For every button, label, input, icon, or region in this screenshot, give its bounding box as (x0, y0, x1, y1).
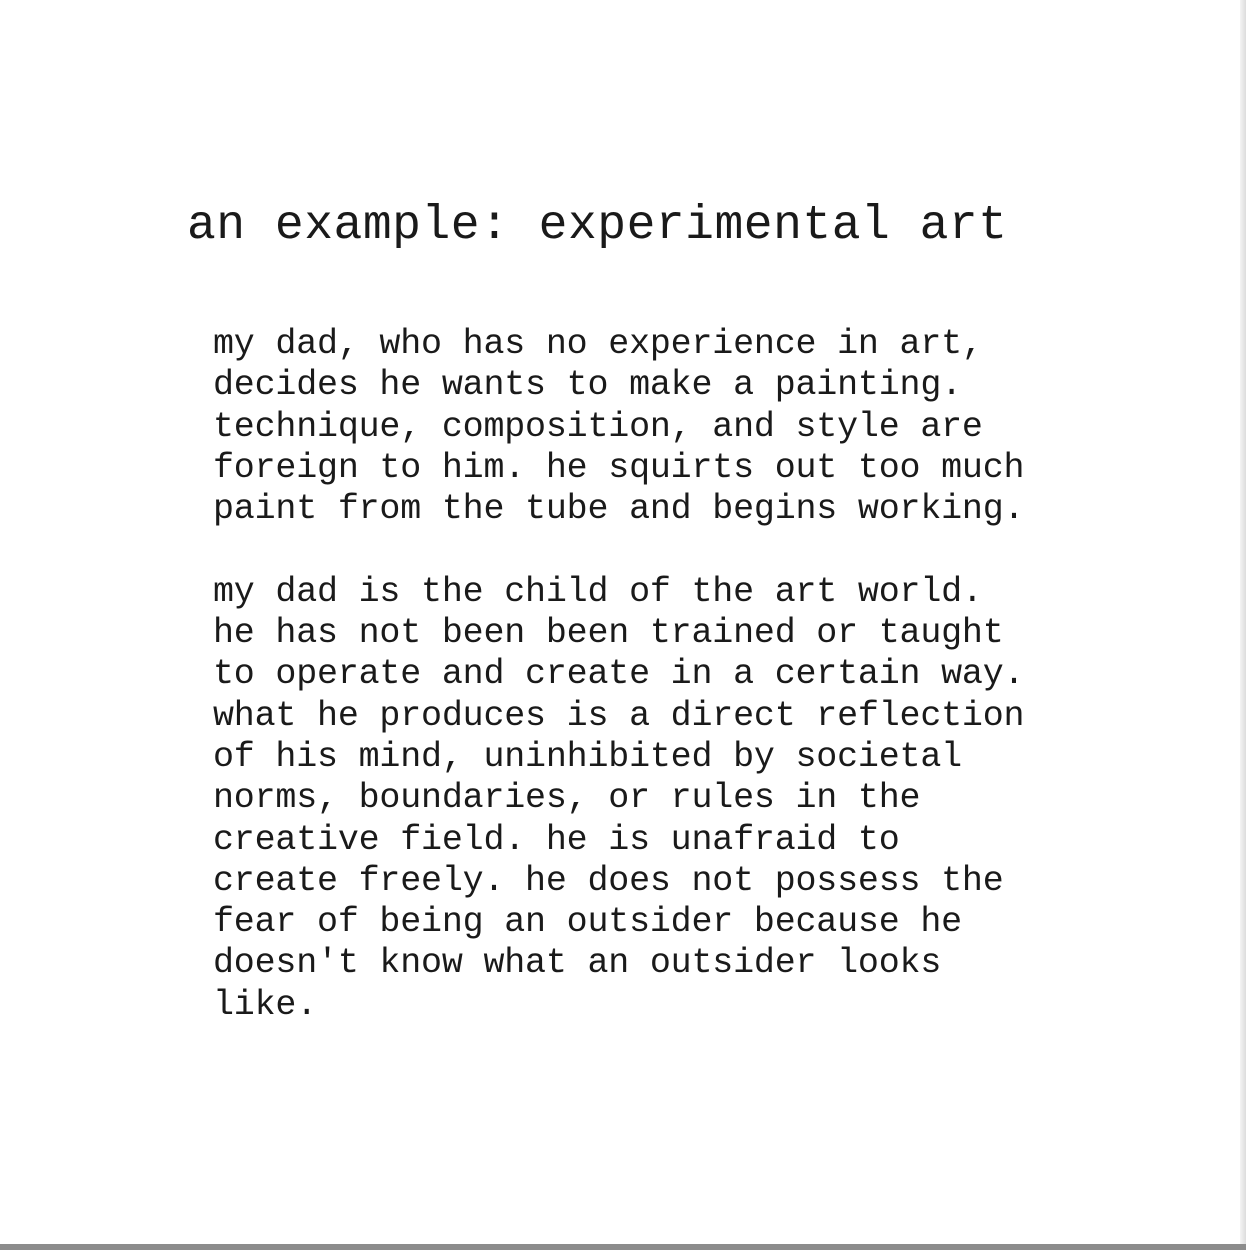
slide-title: an example: experimental art (187, 199, 1008, 253)
slide-body (213, 324, 1173, 1026)
slide-bottom-edge (0, 1244, 1246, 1250)
paragraph-reflection: my dad is the child of the art world. he has not been been trained or taught to operate and create in a certain way. what he produces is a direct reflection of his mind, uninhibited by societal norms, boundaries, or rules in the creative field. he is unafraid to create freely. he does not possess the fear of being an outsider because he doesn't know what an outsider looks like. (213, 571, 1025, 1025)
paragraph-intro: my dad, who has no experience in art, decides he wants to make a painting. technique, composition, and style are foreign to him. he squirts out too much paint from the tube and begins working. (213, 324, 1025, 530)
slide-right-edge (1240, 0, 1246, 1250)
